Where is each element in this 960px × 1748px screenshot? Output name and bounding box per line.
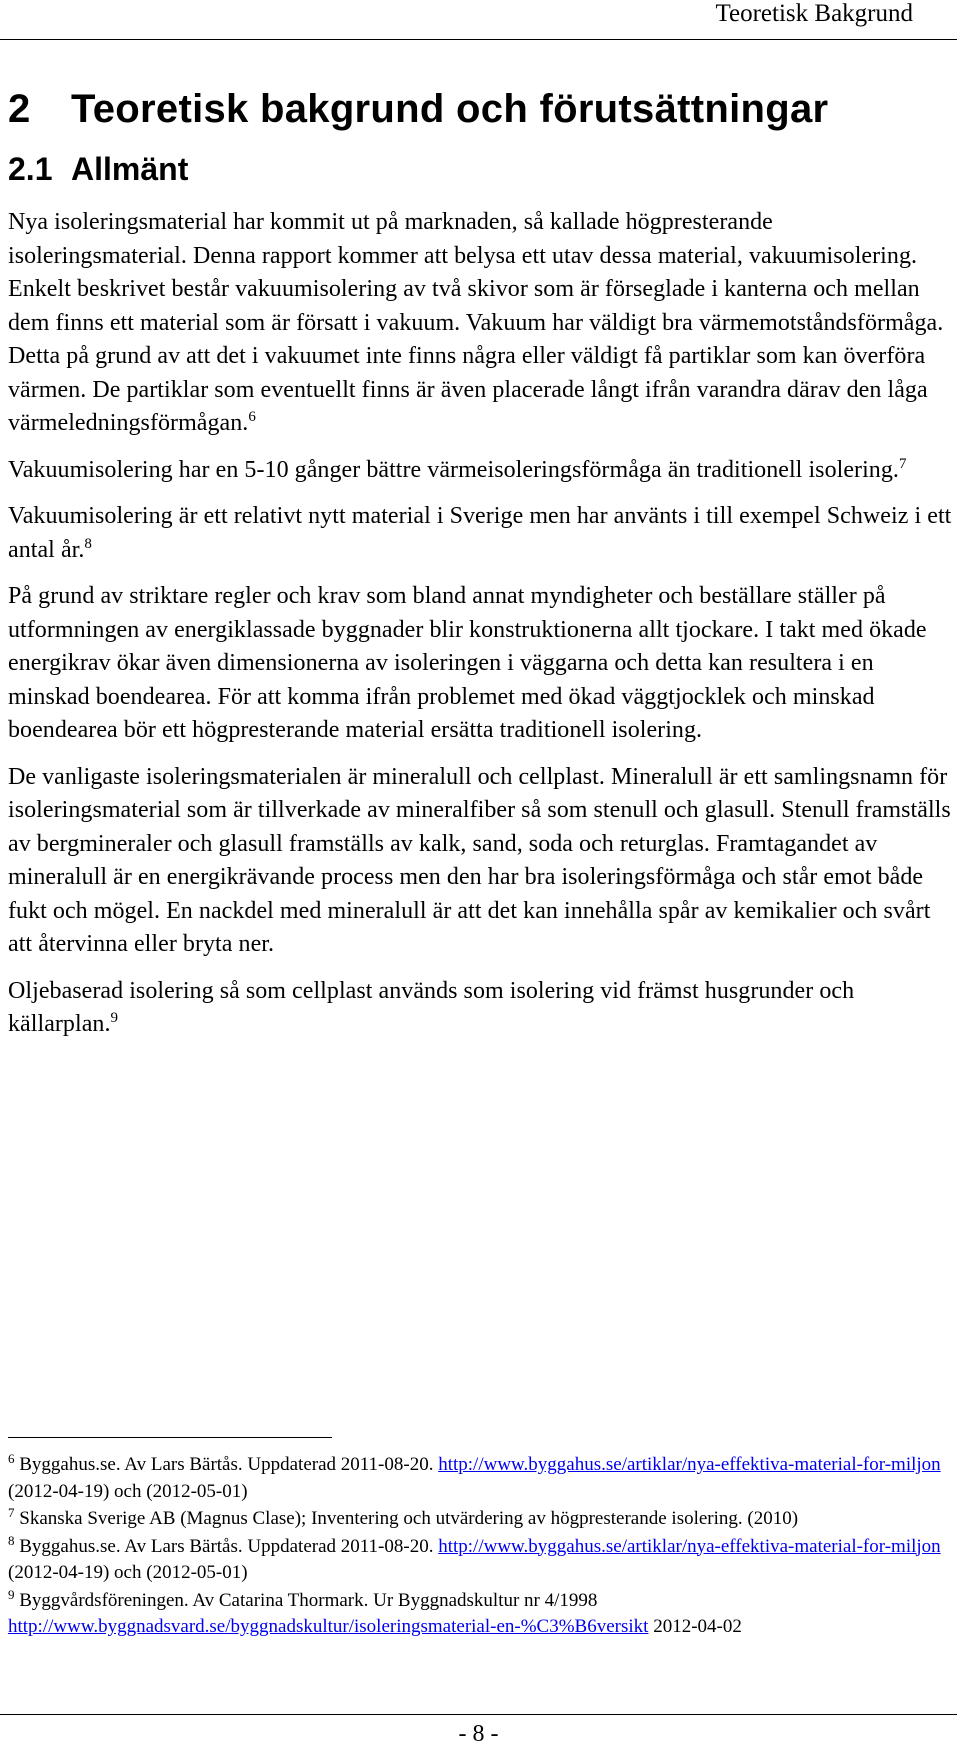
footnote-link[interactable]: http://www.byggnadsvard.se/byggnadskultur/isoleringsmaterial-en-%C3%B6versikt	[8, 1616, 649, 1637]
footnote-7	[8, 1506, 953, 1533]
chapter-number: 2	[8, 87, 31, 131]
section-heading	[8, 146, 953, 192]
footnote-link[interactable]: http://www.byggahus.se/artiklar/nya-effektiva-material-for-miljon	[438, 1535, 941, 1557]
footnote-separator	[8, 1437, 332, 1438]
footnote-number: 9	[8, 1586, 15, 1602]
page-number: - 8 -	[458, 1721, 499, 1747]
footnote-number: 8	[8, 1532, 15, 1548]
chapter-heading	[8, 82, 953, 136]
footnotes	[8, 1452, 953, 1642]
footnote-text: Skanska Sverige AB (Magnus Clase); Inventering och utvärdering av högpresterande isolering. (2010)	[19, 1508, 799, 1529]
footnote-ref[interactable]: 8	[84, 535, 92, 552]
footnote-text-tail: (2012-04-19) och (2012-05-01)	[8, 1562, 248, 1583]
footnote-ref[interactable]: 9	[110, 1010, 119, 1026]
footnote-text: Byggahus.se. Av Lars Bärtås. Uppdaterad 2011-08-20.	[19, 1454, 439, 1475]
document-body	[8, 82, 953, 1055]
footnote-text: Byggvårdsföreningen. Av Catarina Thormark. Ur Byggnadskultur nr 4/1998	[19, 1589, 598, 1611]
footnote-9	[8, 1588, 953, 1641]
paragraph-text: De vanligaste isoleringsmaterialen är mineralull och cellplast. Mineralull är ett samlingsnamn för isoleringsmaterial som är tillverkade av mineralfiber så som stenull och glasull. Stenull framställs av bergmineraler och glasull framställs av kalk, sand, soda och returglas. Framtagandet av mineralull är en energikrävande process men den har bra isoleringsförmåga och står emot både fukt och mögel. En nackdel med mineralull är att det kan innehålla spår av kemikalier och svårt att återvinna eller bryta ner.	[8, 763, 951, 957]
paragraph-text: Nya isoleringsmaterial har kommit ut på marknaden, så kallade högpresterande isoleringsmaterial. Denna rapport kommer att belysa ett utav dessa material, vakuumisolering. Enkelt beskrivet består vakuumisolering av två skivor som är förseglade i kanterna och mellan dem finns ett material som är försatt i vakuum. Vakuum har väldigt bra värmemotståndsförmåga. Detta på grund av att det i vakuumet inte finns några eller väldigt få partiklar som kan överföra värmen. De partiklar som eventuellt finns är även placerade långt ifrån varandra därav den låga värmeledningsförmågan.	[8, 209, 944, 436]
paragraph	[8, 454, 953, 488]
footnote-6	[8, 1452, 953, 1505]
footnote-number: 6	[8, 1451, 15, 1466]
running-header-title: Teoretisk Bakgrund	[715, 0, 913, 27]
footnote-text-tail: 2012-04-02	[648, 1616, 742, 1637]
footnote-text: Byggahus.se. Av Lars Bärtås. Uppdaterad 2011-08-20.	[19, 1535, 439, 1557]
footnote-ref[interactable]: 7	[898, 455, 907, 472]
paragraph	[8, 500, 953, 567]
paragraph-text: Oljebaserad isolering så som cellplast används som isolering vid främst husgrunder och källarplan.	[8, 977, 855, 1037]
footnote-link[interactable]: http://www.byggahus.se/artiklar/nya-effektiva-material-for-miljon	[438, 1454, 941, 1475]
section-title: Allmänt	[71, 151, 189, 187]
paragraph-text: Vakuumisolering är ett relativt nytt material i Sverige men har använts i till exempel Schweiz i ett antal år.	[8, 503, 952, 563]
paragraph	[8, 761, 953, 962]
footnote-ref[interactable]: 6	[248, 409, 256, 425]
paragraph	[8, 206, 953, 441]
section-number: 2.1	[8, 151, 53, 187]
footnote-number: 7	[8, 1505, 15, 1520]
paragraph-text: På grund av striktare regler och krav som bland annat myndigheter och beställare ställer på utformningen av energiklassade byggnader blir konstruktionerna allt tjockare. I takt med ökade energikrav ökar även dimensionerna av isoleringen i väggarna och detta kan resultera i en minskad boendearea. För att komma ifrån problemet med ökad väggtjocklek och minskad boendearea bör ett högpresterande material ersätta traditionell isolering.	[8, 583, 927, 743]
running-header	[0, 0, 957, 40]
chapter-title: Teoretisk bakgrund och förutsättningar	[71, 87, 829, 131]
paragraph	[8, 975, 953, 1042]
footnote-8	[8, 1534, 953, 1587]
footnote-text-tail: (2012-04-19) och (2012-05-01)	[8, 1480, 248, 1502]
paragraph	[8, 580, 953, 748]
paragraph-text: Vakuumisolering har en 5-10 gånger bättre värmeisoleringsförmåga än traditionell isolering.	[8, 456, 899, 483]
footer-separator	[0, 1714, 957, 1715]
